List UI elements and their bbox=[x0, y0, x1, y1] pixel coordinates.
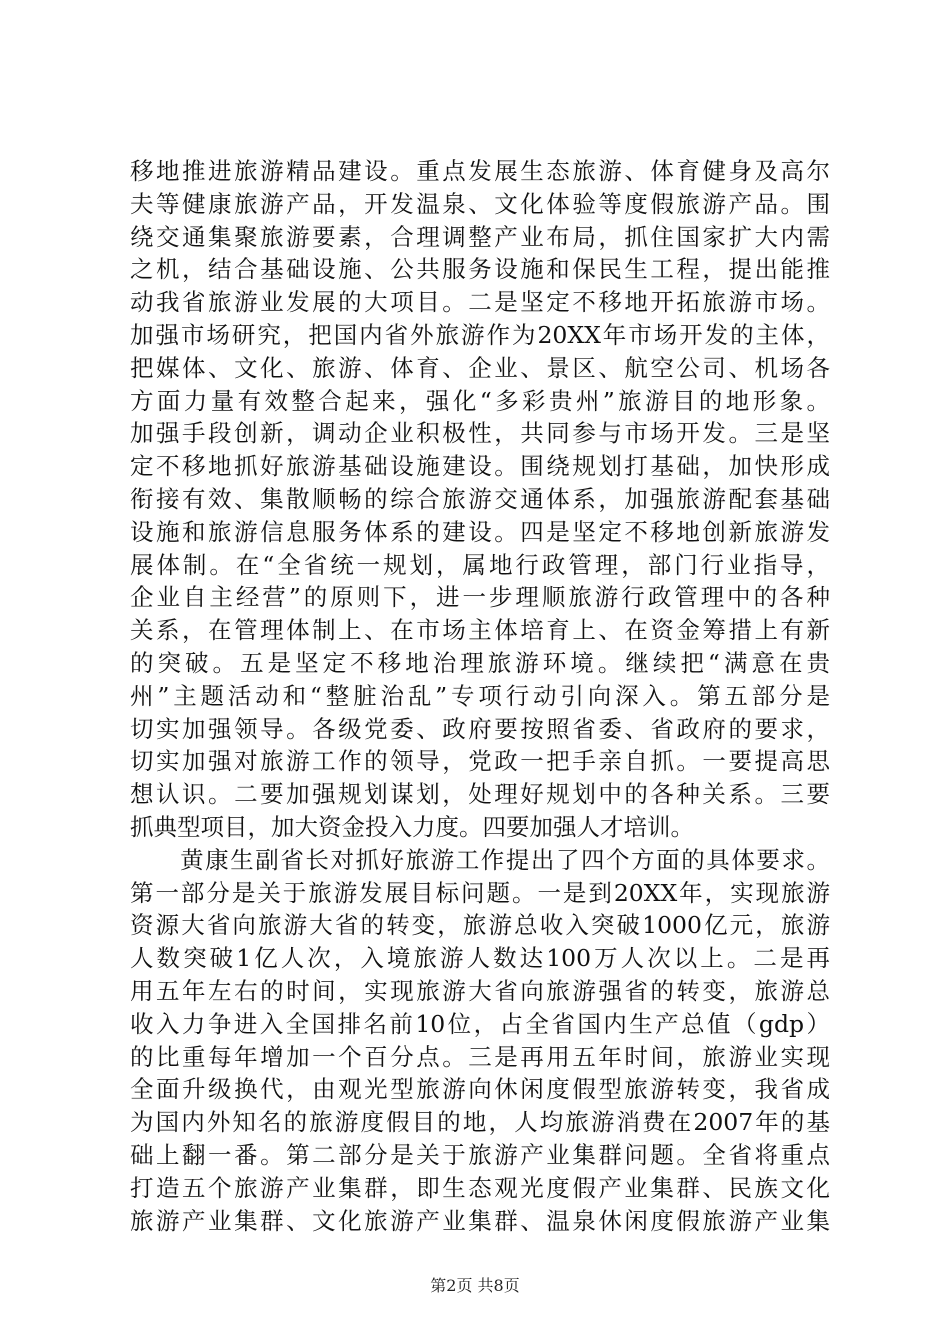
text-line: 打造五个旅游产业集群，即生态观光度假产业集群、民族文化 bbox=[130, 1173, 830, 1202]
text-line: 的比重每年增加一个百分点。三是再用五年时间，旅游业实现 bbox=[130, 1042, 830, 1071]
text-line: 方面力量有效整合起来，强化“多彩贵州”旅游目的地形象。 bbox=[130, 386, 830, 415]
text-line: 动我省旅游业发展的大项目。二是坚定不移地开拓旅游市场。 bbox=[130, 288, 830, 317]
text-line: 关系，在管理体制上、在市场主体培育上、在资金筹措上有新 bbox=[130, 616, 830, 645]
text-line: 础上翻一番。第二部分是关于旅游产业集群问题。全省将重点 bbox=[130, 1140, 830, 1169]
page-footer: 第2页 共8页 bbox=[430, 1276, 520, 1295]
text-line: 用五年左右的时间，实现旅游大省向旅游强省的转变，旅游总 bbox=[130, 976, 830, 1005]
text-line: 州”主题活动和“整脏治乱”专项行动引向深入。第五部分是 bbox=[130, 681, 830, 710]
text-line: 设施和旅游信息服务体系的建设。四是坚定不移地创新旅游发 bbox=[130, 517, 830, 546]
text-line: 旅游产业集群、文化旅游产业集群、温泉休闲度假旅游产业集 bbox=[130, 1206, 830, 1235]
text-line: 全面升级换代，由观光型旅游向休闲度假型旅游转变，我省成 bbox=[130, 1075, 830, 1104]
text-line: 加强手段创新，调动企业积极性，共同参与市场开发。三是坚 bbox=[130, 419, 830, 448]
text-line: 夫等健康旅游产品，开发温泉、文化体验等度假旅游产品。围 bbox=[130, 189, 830, 218]
document-body bbox=[130, 155, 830, 1237]
text-line: 第一部分是关于旅游发展目标问题。一是到20XX年，实现旅游 bbox=[130, 878, 830, 907]
text-line: 抓典型项目，加大资金投入力度。四要加强人才培训。 bbox=[130, 812, 694, 841]
text-line: 企业自主经营”的原则下，进一步理顺旅游行政管理中的各种 bbox=[130, 583, 830, 612]
text-line: 人数突破1亿人次，入境旅游人数达100万人次以上。二是再 bbox=[130, 944, 830, 973]
text-line: 加强市场研究，把国内省外旅游作为20XX年市场开发的主体， bbox=[130, 320, 830, 349]
text-line: 衔接有效、集散顺畅的综合旅游交通体系，加强旅游配套基础 bbox=[130, 484, 830, 513]
text-line: 定不移地抓好旅游基础设施建设。围绕规划打基础，加快形成 bbox=[130, 452, 830, 481]
text-line: 之机，结合基础设施、公共服务设施和保民生工程，提出能推 bbox=[130, 255, 830, 284]
text-line: 展体制。在“全省统一规划，属地行政管理，部门行业指导， bbox=[130, 550, 830, 579]
text-line: 为国内外知名的旅游度假目的地，人均旅游消费在2007年的基 bbox=[130, 1108, 830, 1137]
text-line: 移地推进旅游精品建设。重点发展生态旅游、体育健身及高尔 bbox=[130, 157, 830, 185]
text-line: 收入力争进入全国排名前10位，占全省国内生产总值（gdp） bbox=[130, 1009, 830, 1038]
text-line: 资源大省向旅游大省的转变，旅游总收入突破1000亿元，旅游 bbox=[130, 911, 830, 940]
text-line: 切实加强对旅游工作的领导，党政一把手亲自抓。一要提高思 bbox=[130, 747, 830, 776]
text-line: 切实加强领导。各级党委、政府要按照省委、省政府的要求， bbox=[130, 714, 830, 743]
text-line: 把媒体、文化、旅游、体育、企业、景区、航空公司、机场各 bbox=[130, 353, 830, 382]
text-line: 绕交通集聚旅游要素，合理调整产业布局，抓住国家扩大内需 bbox=[130, 222, 830, 251]
text-line: 的突破。五是坚定不移地治理旅游环境。继续把“满意在贵 bbox=[130, 648, 830, 677]
text-line: 黄康生副省长对抓好旅游工作提出了四个方面的具体要求。 bbox=[130, 845, 830, 874]
text-line: 想认识。二要加强规划谋划，处理好规划中的各种关系。三要 bbox=[130, 780, 830, 809]
